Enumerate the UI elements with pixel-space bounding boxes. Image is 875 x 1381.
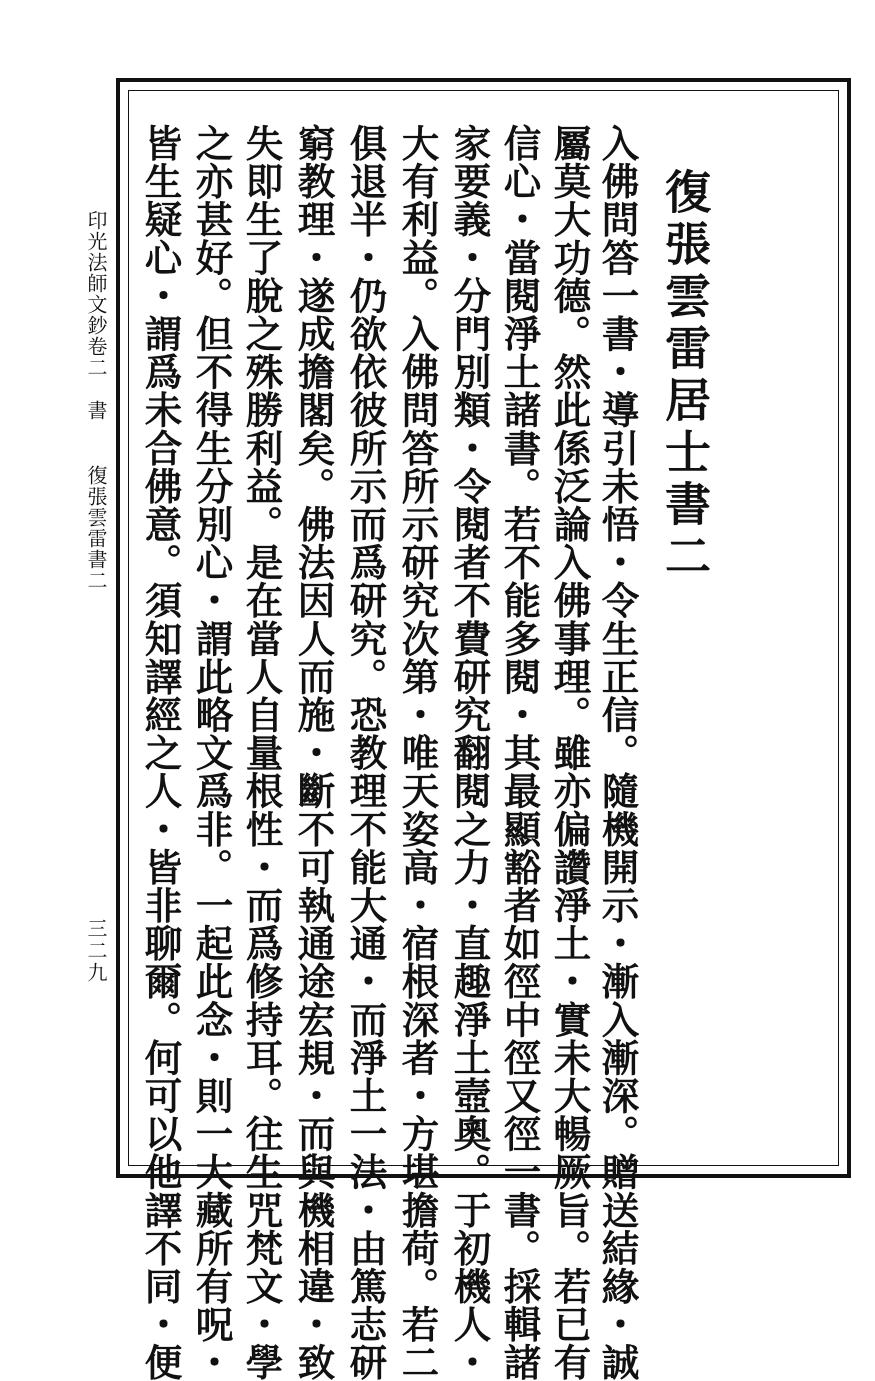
margin-letter-title: 復張雲雷書二: [84, 465, 108, 591]
text-column-6: 俱退半・仍欲依彼所示而爲研究。恐教理不能大通・而淨土一法・由篤志研: [343, 124, 388, 1381]
text-column-7: 窮教理・遂成擔閣矣。佛法因人而施・斷不可執通途宏規・而與機相違・致: [291, 124, 336, 1381]
text-column-9: 之亦甚好。但不得生分別心・謂此略文爲非。一起此念・則一大藏所有呪・: [189, 124, 234, 1381]
text-column-3: 信心・當閱淨土諸書。若不能多閱・其最顯豁者如徑中徑又徑一書。採輯諸: [497, 124, 542, 1381]
text-column-8: 失即生了脫之殊勝利益。是在當人自量根性・而爲修持耳。往生咒梵文・學: [239, 124, 284, 1381]
text-column-5: 大有利益。入佛問答所示研究次第・唯天姿高・宿根深者・方堪擔荷。若二: [395, 124, 440, 1381]
text-column-2: 屬莫大功德。然此係泛論入佛事理。雖亦偏讚淨土・實未大暢厥旨。若已有: [547, 124, 592, 1381]
text-column-4: 家要義・分門別類・令閱者不費研究翻閱之力・直趣淨土壼奧。于初機人・: [447, 124, 492, 1381]
text-column-1: 入佛問答一書・導引未悟・令生正信。隨機開示・漸入漸深。贈送結緣・誠: [595, 124, 640, 1381]
margin-book-title: 印光法師文鈔卷二: [84, 210, 108, 378]
margin-section: 書: [84, 400, 108, 421]
letter-title: 復張雲雷居士書二: [658, 168, 712, 584]
page-number: 三二九: [84, 918, 108, 984]
text-column-10: 皆生疑心・謂爲未合佛意。須知譯經之人・皆非聊爾。何可以他譯不同・便: [138, 124, 183, 1381]
margin-running-head: [86, 210, 106, 591]
